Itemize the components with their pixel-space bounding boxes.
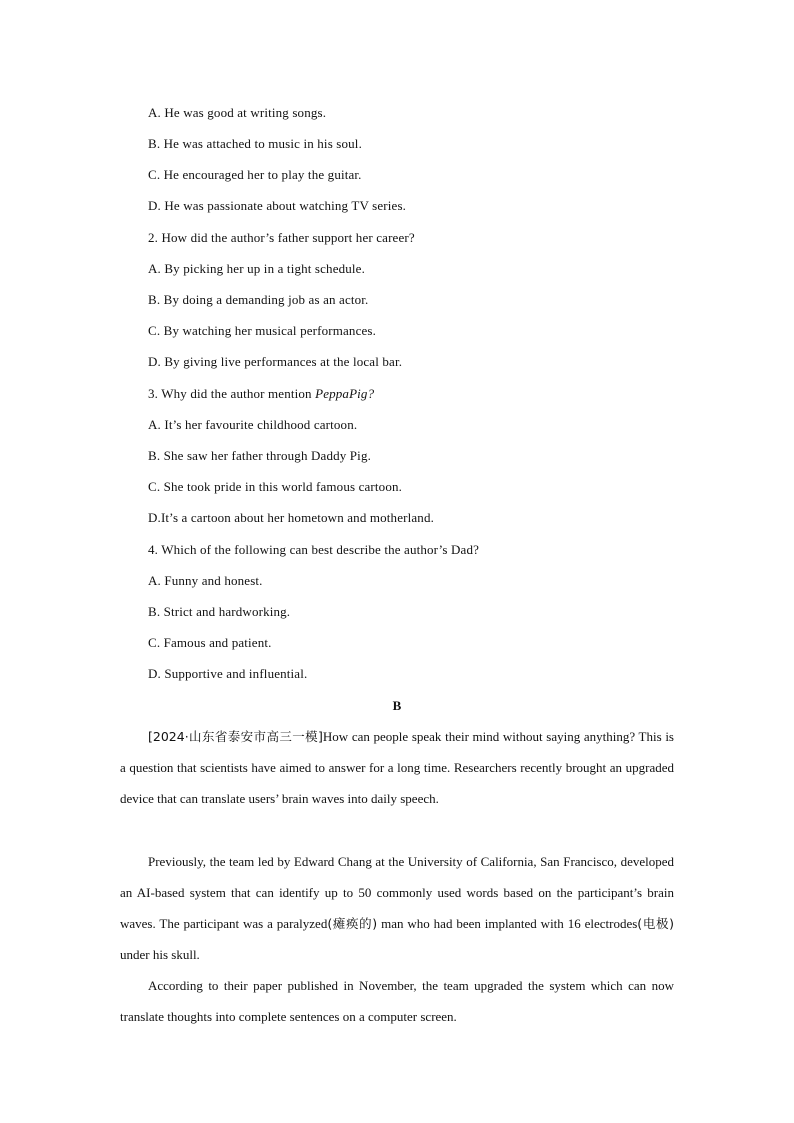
gloss-paralyzed: (瘫痪的) bbox=[327, 916, 378, 931]
q3-stem-title: PeppaPig? bbox=[315, 386, 375, 401]
q3-option-b: B. She saw her father through Daddy Pig. bbox=[148, 448, 371, 463]
passage-paragraph-3 bbox=[120, 970, 674, 1032]
passage-p2-a: Previously, the team led by Edward Chang at the University of California, San Francisco, developed an AI-based system that can identify up to 50 commonly used words based on the participant’s brain waves. The participant was a paralyzed bbox=[120, 854, 674, 931]
q1-option-c: C. He encouraged her to play the guitar. bbox=[148, 167, 362, 182]
q2-option-c: C. By watching her musical performances. bbox=[148, 323, 377, 338]
q4-stem: 4. Which of the following can best describe the author’s Dad? bbox=[148, 542, 480, 557]
q3-option-c: C. She took pride in this world famous cartoon. bbox=[148, 479, 403, 494]
q3-stem bbox=[148, 385, 374, 403]
q4-option-c: C. Famous and patient. bbox=[148, 635, 272, 650]
passage-p1-text: How can people speak their mind without saying anything? This is a question that scientists have aimed to answer for a long time. Researchers recently brought an upgraded device that can translate users’ brain waves into daily speech. bbox=[120, 729, 674, 806]
q4-option-d: D. Supportive and influential. bbox=[148, 666, 308, 681]
q1-option-b: B. He was attached to music in his soul. bbox=[148, 136, 362, 151]
section-heading: B bbox=[392, 698, 402, 713]
q1-option-d: D. He was passionate about watching TV series. bbox=[148, 198, 407, 213]
passage-p2-b: man who had been implanted with 16 electrodes bbox=[377, 916, 638, 931]
q3-option-a: A. It’s her favourite childhood cartoon. bbox=[148, 417, 358, 432]
passage-paragraph-2 bbox=[120, 846, 674, 970]
passage-source: [2024·山东省泰安市高三一模] bbox=[148, 729, 323, 744]
q4-option-b: B. Strict and hardworking. bbox=[148, 604, 291, 619]
gloss-electrodes: (电极) bbox=[637, 916, 675, 931]
q2-stem: 2. How did the author’s father support her career? bbox=[148, 230, 415, 245]
passage-p2-c: under his skull. bbox=[120, 947, 200, 962]
q2-option-a: A. By picking her up in a tight schedule. bbox=[148, 261, 365, 276]
q3-stem-text: 3. Why did the author mention bbox=[148, 386, 316, 401]
q3-option-d: D.It’s a cartoon about her hometown and motherland. bbox=[148, 510, 434, 525]
passage-p3: According to their paper published in November, the team upgraded the system which can now translate thoughts into complete sentences on a computer screen. bbox=[120, 978, 674, 1024]
passage-paragraph-1 bbox=[120, 721, 674, 814]
q4-option-a: A. Funny and honest. bbox=[148, 573, 263, 588]
q2-option-d: D. By giving live performances at the local bar. bbox=[148, 354, 403, 369]
q1-option-a: A. He was good at writing songs. bbox=[148, 105, 327, 120]
q2-option-b: B. By doing a demanding job as an actor. bbox=[148, 292, 369, 307]
